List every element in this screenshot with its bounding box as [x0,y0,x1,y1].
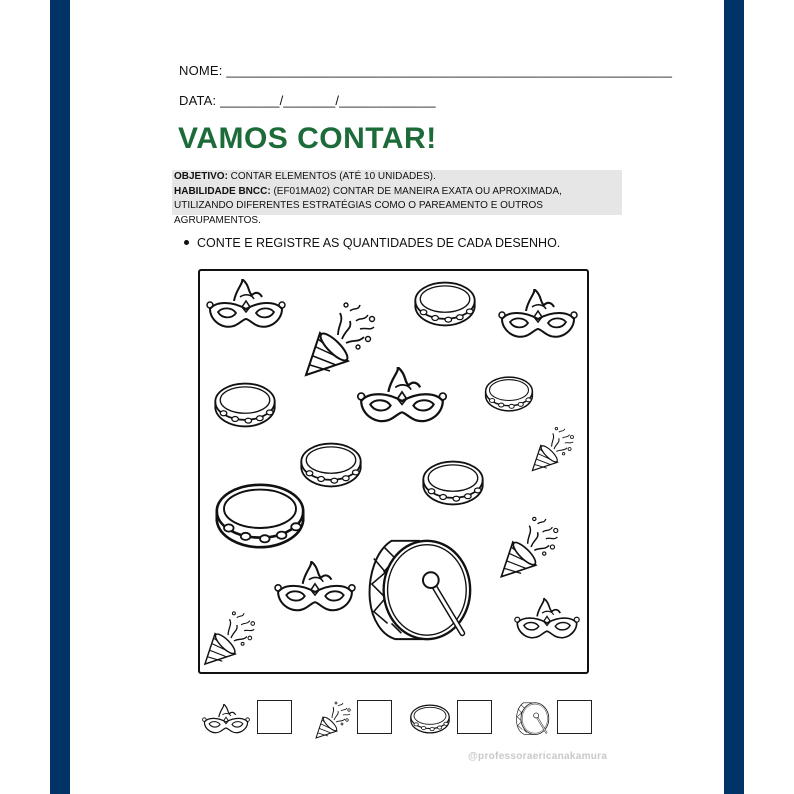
party-popper-icon [530,425,578,473]
left-border-stripe [50,0,70,794]
tambourine-icon [408,703,452,735]
drum-count-box[interactable] [557,700,592,734]
objective-box [172,170,622,226]
tambourine-count-box[interactable] [457,700,492,734]
right-border-stripe [724,0,744,794]
tambourine-icon [412,279,478,329]
skill-label: HABILIDADE BNCC: [174,185,271,197]
skill-text-continued: UTILIZANDO DIFERENTES ESTRATÉGIAS COMO O PAREAMENTO E OUTROS AGRUPAMENTOS. [174,200,543,226]
name-field[interactable]: NOME: ____________________________________________________________ [179,63,673,78]
date-field[interactable]: DATA: ________/_______/_____________ [179,93,436,108]
instruction [184,236,560,250]
objective-text: CONTAR ELEMENTOS (ATÉ 10 UNIDADES). [227,171,436,182]
carnival-mask-icon [514,597,580,649]
mask-count-box[interactable] [257,700,292,734]
carnival-mask-icon [200,704,252,740]
carnival-mask-icon [356,367,448,435]
bullet-icon [184,240,189,245]
party-popper-icon [202,609,260,667]
tambourine-icon [212,379,278,431]
instruction-text: CONTE E REGISTRE AS QUANTIDADES DE CADA DESENHO. [197,236,561,250]
bass-drum-icon [514,699,552,737]
page-title: VAMOS CONTAR! [178,122,437,155]
party-popper-icon [498,505,564,589]
tambourine-icon [483,374,535,414]
bass-drum-icon [362,529,480,647]
carnival-mask-icon [274,561,356,623]
objective-label: OBJETIVO: [174,171,228,182]
carnival-mask-icon [498,289,578,349]
skill-text: (EF01MA02) CONTAR DE MANEIRA EXATA OU APROXIMADA, [270,185,562,197]
carnival-mask-icon [206,279,286,339]
author-credit: @professoraericanakamura [468,751,608,762]
tambourine-icon [420,457,486,509]
popper-count-box[interactable] [357,700,392,734]
counting-panel [198,269,589,674]
party-popper-icon [314,700,354,740]
tambourine-icon [212,479,308,553]
